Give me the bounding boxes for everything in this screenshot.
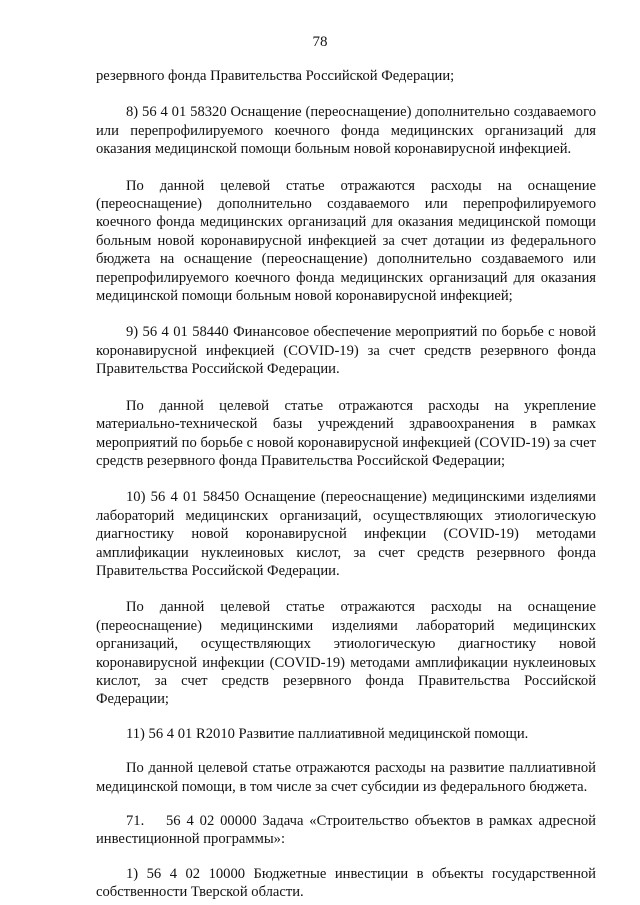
item-11-heading: 11) 56 4 01 R2010 Развитие паллиативной медицинской помощи. [126,725,529,742]
page-content [96,67,596,902]
item-9-description: По данной целевой статье отражаются расходы на укрепление материально-технической базы учреждений здравоохранения в рамках мероприятий по борьбе с новой коронавирусной инфекцией (COVID-19) за счет средств резервного фонда Правительства Российской Федерации; [96,397,596,469]
task-text: 56 4 02 00000 Задача «Строительство объектов в рамках адресной инвестиционной программы»: [96,813,596,848]
item-10-heading: 10) 56 4 01 58450 Оснащение (переоснащение) медицинскими изделиями лабораторий медицинских организаций, осуществляющих этиологическую диагностику новой коронавирусной инфекции (COVID-19) методами амплификации нуклеиновых кислот, за счет средств резервного фонда Правительства Российской Федерации. [96,489,596,579]
paragraph-continuation: резервного фонда Правительства Российской Федерации; [96,68,455,84]
item-8-heading: 8) 56 4 01 58320 Оснащение (переоснащение) дополнительно создаваемого или перепрофилируемого коечного фонда медицинских организаций для оказания медицинской помощи больным новой коронавирусной инфекцией. [96,104,596,158]
item-8-description: По данной целевой статье отражаются расходы на оснащение (переоснащение) дополнительно создаваемого или перепрофилируемого коечного фонда медицинских организаций для оказания медицинской помощи больным новой коронавирусной инфекцией за счет дотации из федерального бюджета на оснащение (переоснащение) дополнительно создаваемого или перепрофилируемого коечного фонда медицинских организаций для оказания медицинской помощи больным новой коронавирусной инфекцией; [96,177,596,305]
item-9-heading: 9) 56 4 01 58440 Финансовое обеспечение мероприятий по борьбе с новой коронавирусной инфекцией (COVID-19) за счет средств резервного фонда Правительства Российской Федерации. [96,324,596,378]
item-10-description: По данной целевой статье отражаются расходы на оснащение (переоснащение) медицинскими изделиями лабораторий медицинских организаций, осуществляющих этиологическую диагностику новой коронавирусной инфекции (COVID-19) методами амплификации нуклеиновых кислот, за счет средств резервного фонда Правительства Российской Федерации; [96,599,596,708]
task-heading [96,812,596,849]
task-number: 71. [126,813,145,829]
page-number: 78 [312,34,328,50]
task-item-1-heading: 1) 56 4 02 10000 Бюджетные инвестиции в объекты государственной собственности Тверской области. [96,865,596,901]
item-11-description: По данной целевой статье отражаются расходы на развитие паллиативной медицинской помощи, в том числе за счет субсидии из федерального бюджета. [96,760,596,795]
